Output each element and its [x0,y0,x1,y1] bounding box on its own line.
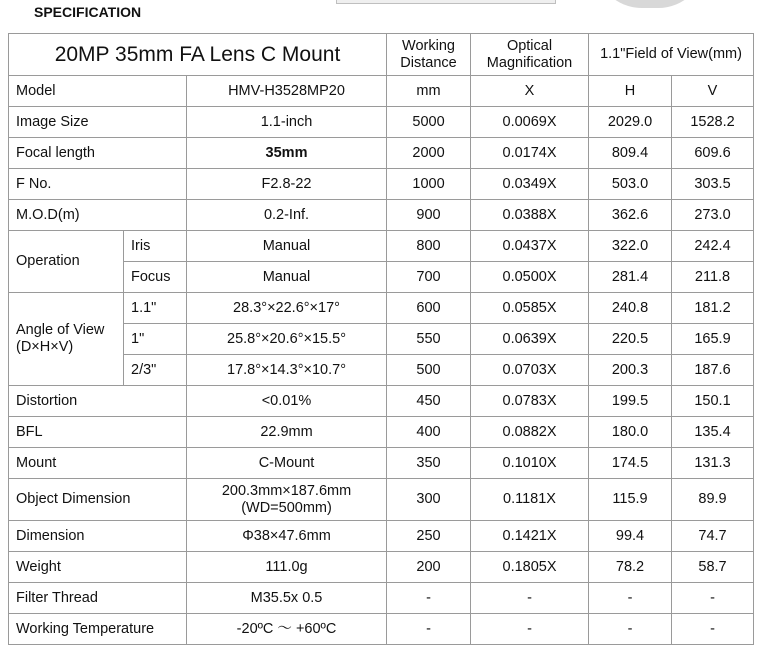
decorative-bar [336,0,556,4]
mag-cell: - [471,614,589,645]
spec-label-f-no: F No. [9,169,187,200]
spec-value-bfl: 22.9mm [187,417,387,448]
table-row [9,448,754,479]
fov-h-cell: 220.5 [589,324,672,355]
spec-label-mount: Mount [9,448,187,479]
fov-v-cell: 609.6 [672,138,754,169]
fov-v-cell: 74.7 [672,521,754,552]
spec-table [8,33,754,645]
fov-h-cell: 809.4 [589,138,672,169]
fov-v-cell: 150.1 [672,386,754,417]
mag-cell: 0.1805X [471,552,589,583]
fov-v-cell: - [672,583,754,614]
mag-cell: 0.0639X [471,324,589,355]
object-dimension-line1: 200.3mm×187.6mm [221,482,352,499]
spec-value-image-size: 1.1-inch [187,107,387,138]
fov-v-cell: 58.7 [672,552,754,583]
mag-cell: 0.0585X [471,293,589,324]
spec-sublabel-iris: Iris [124,231,187,262]
spec-label-focal-length: Focal length [9,138,187,169]
fov-h-cell: 503.0 [589,169,672,200]
table-row [9,293,754,324]
spec-value-mod: 0.2-Inf. [187,200,387,231]
wd-cell: 900 [387,200,471,231]
fov-h-cell: 200.3 [589,355,672,386]
table-row [9,552,754,583]
spec-value-distortion: <0.01% [187,386,387,417]
mag-cell: - [471,583,589,614]
table-row [9,138,754,169]
fov-h-cell: 174.5 [589,448,672,479]
spec-sublabel-sensor-size: 2/3" [124,355,187,386]
spec-value-working-temperature: -20ºC ～ +60ºC [187,614,387,645]
mag-cell: 0.0349X [471,169,589,200]
fov-h-cell: 362.6 [589,200,672,231]
fov-v-cell: 303.5 [672,169,754,200]
fov-h-cell: 322.0 [589,231,672,262]
table-row [9,231,754,262]
object-dimension-line2: (WD=500mm) [241,499,332,516]
spec-value-focal-length: 35mm [187,138,387,169]
spec-value-iris: Manual [187,231,387,262]
wd-cell: - [387,614,471,645]
table-row [9,386,754,417]
fov-v-cell: V [672,76,754,107]
spec-value-focus: Manual [187,262,387,293]
spec-sublabel-focus: Focus [124,262,187,293]
spec-value-mount: C-Mount [187,448,387,479]
spec-label-distortion: Distortion [9,386,187,417]
table-row [9,200,754,231]
fov-h-cell: 115.9 [589,479,672,521]
table-row [9,521,754,552]
spec-label-dimension: Dimension [9,521,187,552]
fov-h-cell: 2029.0 [589,107,672,138]
optical-magnification-header: Optical Magnification [471,34,589,76]
product-image-fragment [594,0,706,8]
field-of-view-header: 1.1"Field of View(mm) [589,34,754,76]
wd-cell: mm [387,76,471,107]
wd-cell: 800 [387,231,471,262]
spec-label-bfl: BFL [9,417,187,448]
wd-cell: 1000 [387,169,471,200]
wd-cell: 2000 [387,138,471,169]
mag-cell: 0.0437X [471,231,589,262]
wd-cell: 250 [387,521,471,552]
wd-cell: 350 [387,448,471,479]
table-row [9,479,754,521]
table-row [9,417,754,448]
working-distance-header: Working Distance [387,34,471,76]
fov-h-cell: 99.4 [589,521,672,552]
wd-cell: - [387,583,471,614]
product-title: 20MP 35mm FA Lens C Mount [9,34,387,76]
table-row [9,583,754,614]
spec-label-model: Model [9,76,187,107]
wd-cell: 700 [387,262,471,293]
spec-value-model: HMV-H3528MP20 [187,76,387,107]
spec-label-mod: M.O.D(m) [9,200,187,231]
wd-cell: 450 [387,386,471,417]
mag-cell: X [471,76,589,107]
fov-v-cell: 181.2 [672,293,754,324]
spec-label-angle-of-view: Angle of View (D×H×V) [9,293,124,386]
fov-h-cell: H [589,76,672,107]
wd-cell: 300 [387,479,471,521]
wd-cell: 600 [387,293,471,324]
fov-v-cell: 89.9 [672,479,754,521]
fov-v-cell: 131.3 [672,448,754,479]
table-row [9,107,754,138]
mag-cell: 0.0703X [471,355,589,386]
fov-v-cell: 211.8 [672,262,754,293]
mag-cell: 0.0388X [471,200,589,231]
table-row [9,169,754,200]
fov-v-cell: - [672,614,754,645]
wd-cell: 500 [387,355,471,386]
mag-cell: 0.0500X [471,262,589,293]
page-heading: SPECIFICATION [34,4,142,20]
spec-value-filter-thread: M35.5x 0.5 [187,583,387,614]
spec-sublabel-sensor-size: 1" [124,324,187,355]
spec-value-weight: 111.0g [187,552,387,583]
fov-v-cell: 135.4 [672,417,754,448]
table-row [9,76,754,107]
spec-value-object-dimension [187,479,387,521]
fov-v-cell: 273.0 [672,200,754,231]
spec-value-angle-of-view: 28.3°×22.6°×17° [187,293,387,324]
mag-cell: 0.0069X [471,107,589,138]
spec-value-f-no: F2.8-22 [187,169,387,200]
wd-cell: 400 [387,417,471,448]
fov-h-cell: 199.5 [589,386,672,417]
mag-cell: 0.0783X [471,386,589,417]
spec-label-weight: Weight [9,552,187,583]
wd-cell: 5000 [387,107,471,138]
spec-value-dimension: Φ38×47.6mm [187,521,387,552]
spec-label-working-temperature: Working Temperature [9,614,187,645]
spec-label-filter-thread: Filter Thread [9,583,187,614]
fov-h-cell: 180.0 [589,417,672,448]
mag-cell: 0.0882X [471,417,589,448]
mag-cell: 0.1421X [471,521,589,552]
mag-cell: 0.1010X [471,448,589,479]
fov-h-cell: 78.2 [589,552,672,583]
spec-label-operation: Operation [9,231,124,293]
mag-cell: 0.1181X [471,479,589,521]
fov-v-cell: 187.6 [672,355,754,386]
fov-h-cell: - [589,614,672,645]
fov-h-cell: 240.8 [589,293,672,324]
wd-cell: 200 [387,552,471,583]
fov-h-cell: - [589,583,672,614]
fov-v-cell: 1528.2 [672,107,754,138]
spec-sublabel-sensor-size: 1.1" [124,293,187,324]
spec-label-object-dimension: Object Dimension [9,479,187,521]
fov-v-cell: 165.9 [672,324,754,355]
spec-value-angle-of-view: 25.8°×20.6°×15.5° [187,324,387,355]
fov-h-cell: 281.4 [589,262,672,293]
fov-v-cell: 242.4 [672,231,754,262]
spec-value-angle-of-view: 17.8°×14.3°×10.7° [187,355,387,386]
table-header-row [9,34,754,76]
table-row [9,614,754,645]
wd-cell: 550 [387,324,471,355]
mag-cell: 0.0174X [471,138,589,169]
spec-label-image-size: Image Size [9,107,187,138]
